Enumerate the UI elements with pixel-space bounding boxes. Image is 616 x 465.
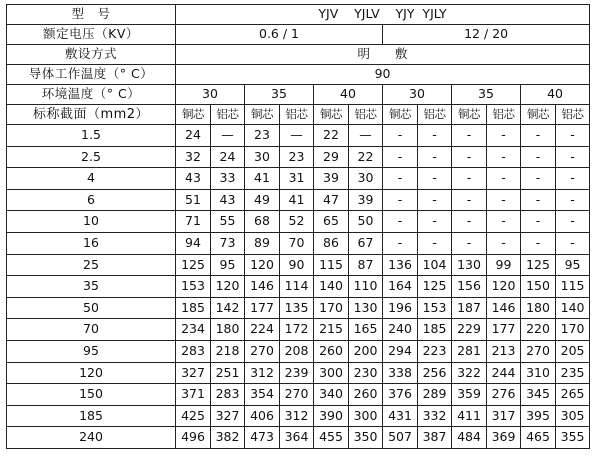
copper-label: 铜芯 xyxy=(176,105,211,125)
ampacity-cell: 89 xyxy=(245,232,280,254)
ampacity-cell: 425 xyxy=(176,405,211,427)
ampacity-cell: 223 xyxy=(418,340,452,362)
ampacity-cell: 39 xyxy=(349,189,383,211)
section-cell: 2.5 xyxy=(7,146,176,168)
table-row xyxy=(7,362,590,384)
table-row xyxy=(7,254,590,276)
ampacity-cell: 41 xyxy=(245,168,280,190)
ampacity-cell: 39 xyxy=(314,168,349,190)
ampacity-cell: 364 xyxy=(280,427,314,449)
ampacity-cell: 256 xyxy=(418,362,452,384)
ambient-temp-cell: 35 xyxy=(245,85,314,105)
ampacity-cell: 68 xyxy=(245,211,280,233)
ampacity-cell: - xyxy=(452,211,487,233)
ampacity-cell: 355 xyxy=(556,427,590,449)
ampacity-cell: - xyxy=(452,168,487,190)
ampacity-cell: 260 xyxy=(314,340,349,362)
ampacity-cell: 276 xyxy=(487,384,521,406)
aluminum-label: 铝芯 xyxy=(280,105,314,125)
section-cell: 1.5 xyxy=(7,125,176,147)
cable-ampacity-table xyxy=(6,4,590,449)
ambient-temp-cell: 30 xyxy=(176,85,245,105)
ampacity-cell: 94 xyxy=(176,232,211,254)
ampacity-cell: 177 xyxy=(245,297,280,319)
ampacity-cell: 31 xyxy=(280,168,314,190)
ampacity-cell: - xyxy=(418,189,452,211)
ampacity-cell: 24 xyxy=(211,146,245,168)
ampacity-cell: - xyxy=(556,146,590,168)
conductor-temp-value: 90 xyxy=(176,65,590,85)
ampacity-cell: 170 xyxy=(314,297,349,319)
ampacity-cell: 270 xyxy=(280,384,314,406)
ampacity-cell: 146 xyxy=(487,297,521,319)
ampacity-cell: - xyxy=(383,146,418,168)
ambient-temp-cell: 35 xyxy=(452,85,521,105)
ampacity-cell: 382 xyxy=(211,427,245,449)
laying-label: 敷设方式 xyxy=(7,45,176,65)
table-row xyxy=(7,125,590,147)
ampacity-cell: 95 xyxy=(556,254,590,276)
ampacity-cell: 23 xyxy=(280,146,314,168)
ampacity-cell: 43 xyxy=(211,189,245,211)
ampacity-cell: 473 xyxy=(245,427,280,449)
ampacity-cell: 177 xyxy=(487,319,521,341)
ampacity-cell: 90 xyxy=(280,254,314,276)
voltage-row xyxy=(7,25,590,45)
ampacity-cell: 115 xyxy=(556,276,590,298)
ampacity-cell: - xyxy=(452,232,487,254)
ampacity-cell: 305 xyxy=(556,405,590,427)
ampacity-cell: 140 xyxy=(314,276,349,298)
ampacity-cell: - xyxy=(521,189,556,211)
section-cell: 70 xyxy=(7,319,176,341)
ampacity-cell: 187 xyxy=(452,297,487,319)
ampacity-cell: 170 xyxy=(556,319,590,341)
ampacity-cell: 49 xyxy=(245,189,280,211)
ampacity-cell: - xyxy=(418,125,452,147)
table-row xyxy=(7,276,590,298)
section-cell: 150 xyxy=(7,384,176,406)
laying-value: 明 敷 xyxy=(176,45,590,65)
model-values: YJV YJLV YJY YJLY xyxy=(176,5,590,25)
ampacity-cell: 220 xyxy=(521,319,556,341)
table-row xyxy=(7,211,590,233)
ampacity-cell: 99 xyxy=(487,254,521,276)
ampacity-cell: 67 xyxy=(349,232,383,254)
laying-row xyxy=(7,45,590,65)
ampacity-cell: - xyxy=(487,168,521,190)
section-cell: 120 xyxy=(7,362,176,384)
ampacity-cell: - xyxy=(521,168,556,190)
ampacity-cell: 205 xyxy=(556,340,590,362)
ampacity-cell: - xyxy=(556,232,590,254)
ampacity-cell: 270 xyxy=(521,340,556,362)
ampacity-cell: 369 xyxy=(487,427,521,449)
ampacity-cell: 114 xyxy=(280,276,314,298)
ampacity-cell: 32 xyxy=(176,146,211,168)
ampacity-cell: 371 xyxy=(176,384,211,406)
ampacity-cell: 230 xyxy=(349,362,383,384)
section-cell: 240 xyxy=(7,427,176,449)
aluminum-label: 铝芯 xyxy=(556,105,590,125)
ampacity-cell: 213 xyxy=(487,340,521,362)
ampacity-cell: - xyxy=(521,125,556,147)
ampacity-cell: 65 xyxy=(314,211,349,233)
ampacity-cell: 71 xyxy=(176,211,211,233)
ambient-temp-label: 环境温度（° C） xyxy=(7,85,176,105)
ampacity-cell: 130 xyxy=(452,254,487,276)
ampacity-cell: - xyxy=(418,146,452,168)
ampacity-cell: - xyxy=(521,146,556,168)
ampacity-cell: 30 xyxy=(349,168,383,190)
ampacity-cell: 338 xyxy=(383,362,418,384)
ampacity-cell: 51 xyxy=(176,189,211,211)
ampacity-cell: 229 xyxy=(452,319,487,341)
ampacity-cell: 224 xyxy=(245,319,280,341)
ampacity-cell: 376 xyxy=(383,384,418,406)
ampacity-cell: 317 xyxy=(487,405,521,427)
ampacity-cell: 484 xyxy=(452,427,487,449)
table-row xyxy=(7,297,590,319)
conductor-temp-label: 导体工作温度（° C） xyxy=(7,65,176,85)
ampacity-cell: - xyxy=(556,125,590,147)
ampacity-cell: 24 xyxy=(176,125,211,147)
ampacity-cell: - xyxy=(487,211,521,233)
ampacity-cell: 164 xyxy=(383,276,418,298)
model-row xyxy=(7,5,590,25)
ampacity-cell: 283 xyxy=(176,340,211,362)
ampacity-cell: 196 xyxy=(383,297,418,319)
ampacity-cell: 270 xyxy=(245,340,280,362)
ampacity-cell: 354 xyxy=(245,384,280,406)
ampacity-cell: 218 xyxy=(211,340,245,362)
ampacity-cell: 310 xyxy=(521,362,556,384)
model-label: 型 号 xyxy=(7,5,176,25)
ampacity-cell: 135 xyxy=(280,297,314,319)
section-cell: 16 xyxy=(7,232,176,254)
ampacity-cell: - xyxy=(418,232,452,254)
copper-label: 铜芯 xyxy=(383,105,418,125)
ampacity-cell: 390 xyxy=(314,405,349,427)
voltage-high: 12 / 20 xyxy=(383,25,590,45)
ampacity-cell: — xyxy=(211,125,245,147)
ampacity-cell: 411 xyxy=(452,405,487,427)
ampacity-cell: 153 xyxy=(176,276,211,298)
ampacity-cell: 406 xyxy=(245,405,280,427)
table-row xyxy=(7,319,590,341)
aluminum-label: 铝芯 xyxy=(487,105,521,125)
ampacity-cell: 146 xyxy=(245,276,280,298)
ampacity-cell: 43 xyxy=(176,168,211,190)
copper-label: 铜芯 xyxy=(314,105,349,125)
material-row xyxy=(7,105,590,125)
ampacity-cell: 150 xyxy=(521,276,556,298)
section-cell: 95 xyxy=(7,340,176,362)
section-cell: 185 xyxy=(7,405,176,427)
ampacity-cell: 260 xyxy=(349,384,383,406)
section-cell: 50 xyxy=(7,297,176,319)
ampacity-cell: 104 xyxy=(418,254,452,276)
ampacity-cell: 130 xyxy=(349,297,383,319)
ampacity-cell: — xyxy=(349,125,383,147)
ampacity-cell: 29 xyxy=(314,146,349,168)
ambient-temp-cell: 40 xyxy=(521,85,590,105)
ampacity-cell: - xyxy=(556,168,590,190)
ampacity-cell: - xyxy=(556,189,590,211)
ampacity-cell: 289 xyxy=(418,384,452,406)
section-cell: 10 xyxy=(7,211,176,233)
voltage-low: 0.6 / 1 xyxy=(176,25,383,45)
ampacity-cell: 180 xyxy=(211,319,245,341)
ampacity-cell: 41 xyxy=(280,189,314,211)
ampacity-cell: — xyxy=(280,125,314,147)
table-row xyxy=(7,427,590,449)
ampacity-cell: 332 xyxy=(418,405,452,427)
ampacity-cell: 70 xyxy=(280,232,314,254)
ampacity-cell: 47 xyxy=(314,189,349,211)
ampacity-cell: 234 xyxy=(176,319,211,341)
ampacity-cell: 215 xyxy=(314,319,349,341)
ampacity-cell: 239 xyxy=(280,362,314,384)
ampacity-cell: 73 xyxy=(211,232,245,254)
ampacity-cell: 180 xyxy=(521,297,556,319)
ampacity-cell: - xyxy=(418,211,452,233)
ampacity-cell: 507 xyxy=(383,427,418,449)
voltage-label: 额定电压（KV） xyxy=(7,25,176,45)
ampacity-cell: 294 xyxy=(383,340,418,362)
ampacity-cell: 125 xyxy=(176,254,211,276)
ampacity-cell: 322 xyxy=(452,362,487,384)
ampacity-cell: 95 xyxy=(211,254,245,276)
ampacity-cell: 350 xyxy=(349,427,383,449)
ampacity-cell: - xyxy=(452,189,487,211)
ampacity-cell: 110 xyxy=(349,276,383,298)
ambient-temp-row xyxy=(7,85,590,105)
ampacity-cell: 156 xyxy=(452,276,487,298)
ampacity-cell: 345 xyxy=(521,384,556,406)
aluminum-label: 铝芯 xyxy=(418,105,452,125)
ampacity-cell: 30 xyxy=(245,146,280,168)
table-row xyxy=(7,168,590,190)
ampacity-cell: - xyxy=(383,168,418,190)
ampacity-cell: 23 xyxy=(245,125,280,147)
ampacity-cell: - xyxy=(383,125,418,147)
ampacity-cell: - xyxy=(452,146,487,168)
ampacity-cell: 172 xyxy=(280,319,314,341)
ampacity-cell: 431 xyxy=(383,405,418,427)
ampacity-cell: 465 xyxy=(521,427,556,449)
ampacity-cell: 251 xyxy=(211,362,245,384)
copper-label: 铜芯 xyxy=(452,105,487,125)
ampacity-cell: 240 xyxy=(383,319,418,341)
table-row xyxy=(7,189,590,211)
ampacity-cell: - xyxy=(487,125,521,147)
section-cell: 25 xyxy=(7,254,176,276)
ampacity-cell: - xyxy=(452,125,487,147)
ampacity-cell: 235 xyxy=(556,362,590,384)
ampacity-cell: 136 xyxy=(383,254,418,276)
ampacity-cell: 300 xyxy=(314,362,349,384)
copper-label: 铜芯 xyxy=(245,105,280,125)
table-row xyxy=(7,405,590,427)
ampacity-cell: 86 xyxy=(314,232,349,254)
section-label: 标称截面（mm2） xyxy=(7,105,176,125)
ampacity-cell: - xyxy=(487,146,521,168)
aluminum-label: 铝芯 xyxy=(211,105,245,125)
ampacity-cell: 120 xyxy=(487,276,521,298)
ampacity-cell: 312 xyxy=(280,405,314,427)
ampacity-cell: 52 xyxy=(280,211,314,233)
ampacity-cell: 55 xyxy=(211,211,245,233)
ampacity-cell: 340 xyxy=(314,384,349,406)
ampacity-cell: 387 xyxy=(418,427,452,449)
section-cell: 6 xyxy=(7,189,176,211)
ampacity-cell: - xyxy=(487,232,521,254)
ampacity-cell: 125 xyxy=(418,276,452,298)
ampacity-cell: - xyxy=(521,232,556,254)
ampacity-cell: 327 xyxy=(176,362,211,384)
ampacity-cell: 281 xyxy=(452,340,487,362)
ampacity-cell: 115 xyxy=(314,254,349,276)
ampacity-cell: 33 xyxy=(211,168,245,190)
ampacity-cell: 165 xyxy=(349,319,383,341)
ampacity-cell: 185 xyxy=(176,297,211,319)
ampacity-cell: - xyxy=(383,211,418,233)
conductor-temp-row xyxy=(7,65,590,85)
ampacity-cell: 312 xyxy=(245,362,280,384)
ampacity-cell: - xyxy=(556,211,590,233)
ampacity-cell: 142 xyxy=(211,297,245,319)
ampacity-cell: 208 xyxy=(280,340,314,362)
ampacity-cell: 283 xyxy=(211,384,245,406)
ampacity-cell: 359 xyxy=(452,384,487,406)
ampacity-cell: 327 xyxy=(211,405,245,427)
ampacity-cell: 496 xyxy=(176,427,211,449)
ampacity-cell: 87 xyxy=(349,254,383,276)
ampacity-cell: - xyxy=(383,232,418,254)
section-cell: 35 xyxy=(7,276,176,298)
table-row xyxy=(7,384,590,406)
table-row xyxy=(7,146,590,168)
ampacity-cell: 22 xyxy=(349,146,383,168)
ampacity-cell: 153 xyxy=(418,297,452,319)
aluminum-label: 铝芯 xyxy=(349,105,383,125)
ampacity-cell: 200 xyxy=(349,340,383,362)
ampacity-cell: 140 xyxy=(556,297,590,319)
ampacity-cell: 185 xyxy=(418,319,452,341)
copper-label: 铜芯 xyxy=(521,105,556,125)
section-cell: 4 xyxy=(7,168,176,190)
ampacity-cell: 395 xyxy=(521,405,556,427)
ampacity-cell: - xyxy=(487,189,521,211)
ampacity-cell: 120 xyxy=(245,254,280,276)
table-row xyxy=(7,340,590,362)
ampacity-cell: 120 xyxy=(211,276,245,298)
ampacity-cell: 50 xyxy=(349,211,383,233)
ampacity-cell: 125 xyxy=(521,254,556,276)
ampacity-cell: 244 xyxy=(487,362,521,384)
table-row xyxy=(7,232,590,254)
ambient-temp-cell: 30 xyxy=(383,85,452,105)
ampacity-cell: 455 xyxy=(314,427,349,449)
ampacity-cell: - xyxy=(418,168,452,190)
ampacity-cell: 265 xyxy=(556,384,590,406)
ampacity-cell: - xyxy=(383,189,418,211)
ampacity-cell: - xyxy=(521,211,556,233)
ampacity-cell: 300 xyxy=(349,405,383,427)
ampacity-cell: 22 xyxy=(314,125,349,147)
ambient-temp-cell: 40 xyxy=(314,85,383,105)
